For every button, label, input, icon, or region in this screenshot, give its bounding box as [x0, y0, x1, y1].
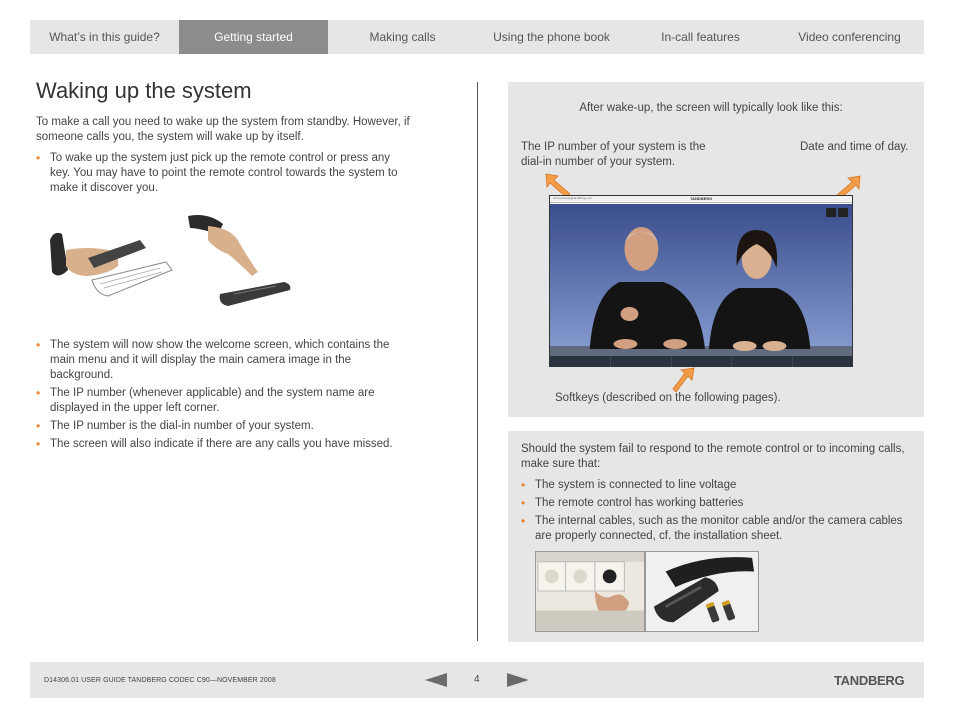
page-footer: [30, 662, 924, 698]
softkeys-note: Softkeys (described on the following pages).: [555, 392, 781, 404]
bullet-icon: •: [521, 478, 526, 492]
column-divider: [477, 82, 478, 641]
list-item: [521, 478, 911, 493]
previous-page-icon[interactable]: [425, 673, 447, 687]
list-item: [36, 338, 406, 383]
panel-caption: After wake-up, the screen will typically look like this:: [579, 102, 843, 114]
remote-control-illustration: [48, 210, 298, 320]
list-item: [36, 151, 406, 196]
wake-up-bullet-list: [36, 151, 406, 199]
troubleshooting-panel: [508, 431, 924, 642]
date-time-note: Date and time of day.: [800, 141, 909, 153]
list-item-text: The screen will also indicate if there are any calls you have missed.: [50, 438, 393, 450]
tab-making-calls[interactable]: Making calls: [369, 30, 436, 44]
bullet-icon: •: [36, 338, 41, 352]
camera-image: [550, 204, 852, 367]
document-id: D14306.01 USER GUIDE TANDBERG CODEC C90—NOVEMBER 2008: [44, 677, 276, 684]
remote-battery-photo: [645, 551, 759, 632]
list-item-text: The system is connected to line voltage: [535, 479, 737, 491]
bullet-icon: •: [36, 386, 41, 400]
list-item-text: The IP number is the dial-in number of your system.: [50, 420, 314, 432]
list-item: [36, 386, 406, 416]
bullet-icon: •: [36, 419, 41, 433]
list-item-text: The IP number (whenever applicable) and the system name are displayed in the upper left corner.: [50, 387, 375, 414]
troubleshooting-bullet-list: [521, 478, 911, 547]
troubleshooting-intro: Should the system fail to respond to the remote control or to incoming calls, make sure that:: [521, 443, 905, 470]
list-item-text: The system will now show the welcome screen, which contains the main menu and it will display the main camera image in the background.: [50, 339, 390, 381]
bullet-icon: •: [36, 437, 41, 451]
list-item-text: The remote control has working batteries: [535, 497, 744, 509]
page-number: 4: [474, 674, 480, 685]
next-page-icon[interactable]: [507, 673, 529, 687]
tab-getting-started[interactable]: Getting started: [179, 20, 328, 54]
list-item: [521, 514, 911, 544]
welcome-screen-image: [549, 195, 853, 367]
list-item-text: The internal cables, such as the monitor cable and/or the camera cables are properly connected, cf. the installation sheet.: [535, 515, 903, 542]
power-socket-photo: [535, 551, 645, 632]
screen-ip-number: ocxt.example@tandberg.com: [553, 196, 593, 200]
tab-whats-in-this-guide[interactable]: What’s in this guide?: [49, 30, 160, 44]
bullet-icon: •: [521, 496, 526, 510]
page-title: Waking up the system: [36, 78, 252, 103]
list-item: [36, 419, 406, 434]
list-item-text: To wake up the system just pick up the remote control or press any key. You may have to point the remote control towards the system to make it discover you.: [50, 152, 398, 194]
screen-brand-logo: TANDBERG: [690, 196, 713, 201]
bullet-icon: •: [521, 514, 526, 528]
bullet-icon: •: [36, 151, 41, 165]
welcome-screen-bullet-list: [36, 338, 406, 455]
tandberg-logo: TANDBERG: [834, 673, 905, 688]
arrow-up-icon: [672, 366, 696, 394]
ip-number-note: The IP number of your system is the dial-in number of your system.: [521, 141, 706, 168]
tab-using-the-phone-book[interactable]: Using the phone book: [493, 30, 610, 44]
tab-video-conferencing[interactable]: Video conferencing: [798, 30, 901, 44]
tab-in-call-features[interactable]: In-call features: [661, 30, 740, 44]
wake-up-screen-panel: [508, 82, 924, 417]
list-item: [36, 437, 406, 452]
intro-paragraph: To make a call you need to wake up the system from standby. However, if someone calls you, the system will wake up by itself.: [36, 116, 410, 143]
list-item: [521, 496, 911, 511]
top-navigation: [30, 20, 924, 54]
